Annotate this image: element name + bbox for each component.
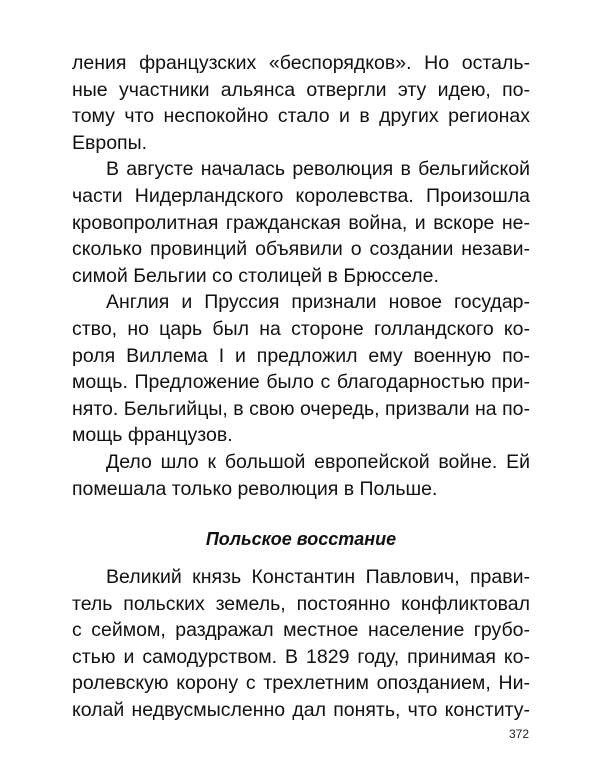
paragraph [72, 289, 530, 449]
text-line: Великий князь Константин Павлович, прави- [106, 566, 530, 589]
section-heading: Польское восстание [205, 529, 397, 550]
text-line: колай недвусмысленно дал понять, что конститу- [72, 699, 530, 722]
text-line: тому что неспокойно стало и в других регионах [72, 105, 530, 128]
text-line: симой Бельгии со столицей в Брюсселе. [72, 264, 439, 287]
paragraph [72, 50, 530, 156]
text-line: тель польских земель, постоянно конфликтовал [72, 592, 530, 615]
text-after-heading [72, 564, 530, 724]
paragraph [72, 564, 530, 724]
text-line: ство, но царь был на стороне голландского ко- [72, 317, 530, 340]
paragraph [72, 449, 530, 502]
text-line: нято. Бельгийцы, в свою очередь, призвали на по- [72, 397, 530, 420]
text-line: стью и самодурством. В 1829 году, принимая ко- [72, 645, 530, 668]
page-body [72, 50, 530, 724]
text-line: Европы. [72, 131, 148, 154]
text-line: части Нидерландского королевства. Произошла [72, 184, 530, 207]
text-line: сколько провинций объявили о создании незави- [72, 238, 530, 261]
text-line: кровопролитная гражданская война, и вскоре не- [72, 211, 530, 234]
text-line: помешала только революция в Польше. [72, 477, 438, 500]
paragraph [72, 156, 530, 289]
text-line: Дело шло к большой европейской войне. Ей [106, 450, 530, 473]
text-line: мощь. Предложение было с благодарностью при- [72, 371, 530, 394]
text-line: В августе началась революция в бельгийской [106, 158, 530, 181]
text-line: ролевскую корону с трехлетним опозданием, Ни- [72, 672, 530, 695]
text-line: мощь французов. [72, 424, 233, 447]
text-line: Англия и Пруссия признали новое государ- [106, 291, 530, 314]
page-number: 372 [508, 727, 529, 741]
text-before-heading [72, 50, 530, 502]
text-line: с сеймом, раздражал местное население грубо- [72, 619, 530, 642]
text-line: ные участники альянса отвергли эту идею, по- [72, 78, 530, 101]
text-line: ления французских «беспорядков». Но осталь- [72, 52, 530, 74]
text-line: роля Виллема I и предложил ему военную по- [72, 344, 530, 367]
